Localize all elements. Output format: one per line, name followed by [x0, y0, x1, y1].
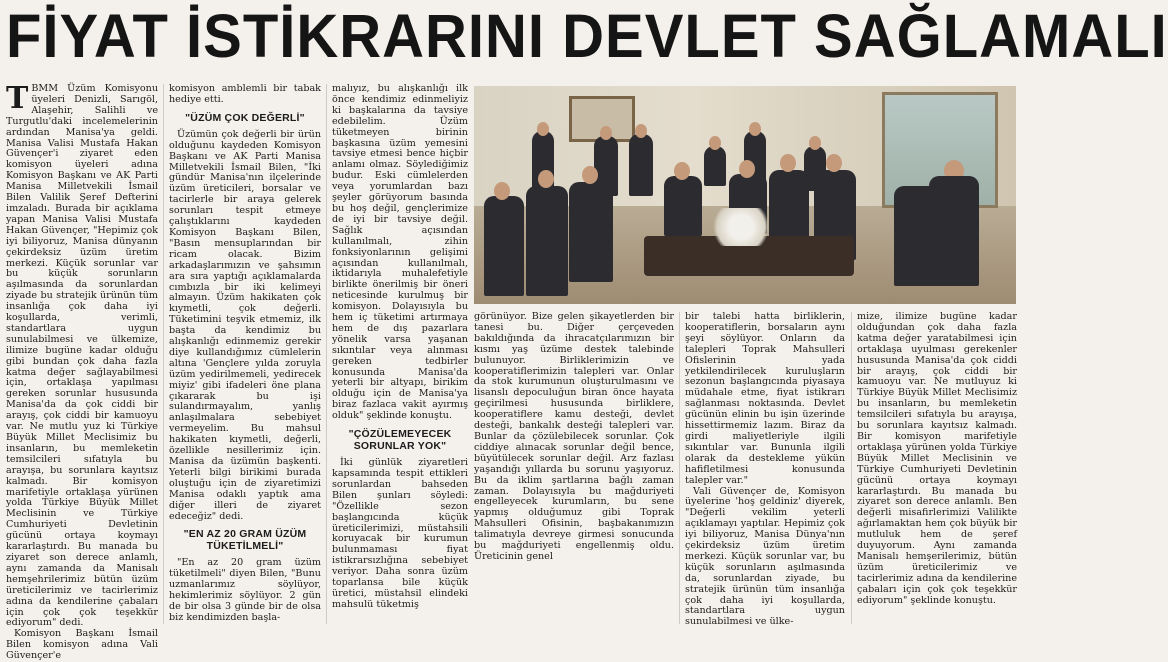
article-column-5: [685, 311, 845, 628]
meeting-photo: [474, 86, 1016, 304]
article-paragraph: "En az 20 gram üzüm tüketilmeli" diyen Bilen, "Bunu uzmanlarımız söylüyor, hekimlerimiz söylüyor. 2 gün de bir olsa 3 günde bir de olsa biz kendimizden başla-: [169, 557, 321, 623]
headline: FİYAT İSTİKRARINI DEVLET SAĞLAMALI: [6, 2, 1168, 71]
subheading-en-az-20-gram: "EN AZ 20 GRAM ÜZÜM TÜKETİLMELİ": [183, 528, 307, 553]
subheading-uzum-cok-degerli: "ÜZÜM ÇOK DEĞERLİ": [185, 111, 305, 124]
article-column-3: [332, 84, 468, 624]
article-paragraph: İki günlük ziyaretleri kapsamında tespit ettikleri sorunlardan bahseden Bilen şunları söyledi: "Özellikle sezon başlangıcında küçük üreticilerimizi, müstahsili koruyacak bir kurumun bulunmaması fiyat istikrarsızlığına sebebiyet veriyor. Daha sonra üzüm toparlansa bile küçük üretici, müstahsil elindeki mahsulü tüketmiş: [332, 457, 468, 610]
article-paragraph: Üzümün çok değerli bir ürün olduğunu kaydeden Komisyon Başkanı ve AK Parti Manisa Milletvekili İsmail Bilen, "İki gündür Manisa'nın ilçelerinde üzüm üreticileri, borsalar ve tacirlerle bir araya gelerek sorunları tespit etmeye çalıştıklarını kaydeden Komisyon Başkanı Bilen, "Basın mensuplarından bir ricam olacak. Bizim arkadaşlarımızın ve şahsımın ara sıra yaptığı açıklamalarda cımbızla bir iki kelimeyi almayın. Üzüm hakikaten çok kıymetli, çok değerli. Tüketimini teşvik etmemiz, ilk başta da kendimiz bu alışkanlığı edinmemiz gerekir diye kullandığımız cümlelerin altına 'Gençlere yılda zoruyla üzüm yedirilmemeli, yedirecek miyiz' gibi ifadeleri öne plana çıkararak bu işi sulandırmayalım, yanlış anlaşılmalara sebebiyet vermeyelim. Bu mahsul hakikaten kıymetli, değerli, özellikle nesillerimiz için. Manisa da üzümün başkenti. Yeterli bilgi birikimi burada oluştuğu için de ziyaretimizi Manisa odaklı yaptık ama diğer illeri de ziyaret edeceğiz" dedi.: [169, 128, 321, 522]
article-paragraph: malıyız, bu alışkanlığı ilk önce kendimiz edinmeliyiz ki başkalarına da tavsiye edebilelim. Üzüm tüketmeyen birinin başkasına üzüm yemesini tavsiye etmesi bence hiçbir anlamı olmaz. Söylediğimiz budur. Eski cümlelerden veya yorumlardan bazı şeyler görüyorum basında bu hoş değil, gençlerimize de iyi bir tavsiye değil. Sağlık açısından kullanılmalı, zihin fonksiyonlarının gelişimi açısından kullanılmalı, iktidarıyla muhalefetiyle birlikte önerilmiş bir öneri neticesinde kurulmuş bir komisyon. Dolayısıyla bu hem iç tüketimi artırmaya hem de dış pazarlara yönelik varsa yaşanan sıkıntılar veya alınması gereken tedbirler konusunda Manisa'da yeterli bir altyapı, birikim olduğu için de Manisa'ya biraz fazlaca vakit ayırmış olduk" şeklinde konuştu.: [332, 83, 468, 422]
article-paragraph: TBMM Üzüm Komisyonu üyeleri Denizli, Sarıgöl, Alaşehir, Salihli ve Turgutlu'daki incelemelerinin ardından Manisa'ya geldi. Manisa Valisi Mustafa Hakan Güvençer'i ziyaret eden komisyon üyeleri adına Komisyon Başkanı ve AK Parti Manisa Milletvekili İsmail Bilen Valilik Şeref Defterini imzaladı. Burada bir açıklama yapan Manisa Valisi Mustafa Hakan Güvençer, "Hepimiz çok iyi biliyoruz, Manisa dünyanın çekirdeksiz üzüm üretim merkezi. Küçük sorunlar var bu küçük sorunların aşılmasında da sorunlardan ziyade bu stratejik ürünün tüm insanlığa çok daha iyi koşullarda, verimli, standartlara uygun sunulabilmesi ve ülkemize, ilimize bugüne kadar olduğu gibi bundan çok daha fazla katma değer sağlayabilmesi için, ortaklaşa yapılması gereken sorunlar hususunda Manisa'da da çok ciddi bir arayış, çok ciddi bir kamuoyu var. Ne mutlu yuz ki Türkiye Büyük Millet Meclisimiz bu insanların, bu memleketin temsilcileri sıfatıyla bu arayışa, bu sorunlara kayıtsız kalmadı. Bir komisyon marifetiyle ortaklaşa yürünen yolda Türkiye Büyük Millet Meclisinin ve Türkiye Cumhuriyeti Devletinin gücünü ortaya koymayı kararlaştırdı. Bu manada bu ziyaret son derece anlamlı, aynı zamanda da Manisalı hemşehrilerimiz bütün üzüm üreticilerimiz ve tacirlerimiz adına da kendilerine çabaları için çok çok teşekkür ediyorum" dedi.: [6, 81, 158, 629]
article-column-4: [474, 312, 674, 624]
article-paragraph: Vali Güvençer de, Komisyon üyelerine 'hoş geldiniz' diyerek, "Değerli vekilim yeterli açıklamayı yaptılar. Hepimiz çok iyi biliyoruz, Manisa Dünya'nın çekirdeksiz üzüm üretim merkezi. Küçük sorunlar var, bu küçük sorunların aşılmasında da, sorunlardan ziyade, bu stratejik ürünün tüm insanlığa çok daha iyi koşullarda, standartlara uygun sunulabilmesi ve ülke-: [685, 485, 845, 628]
article-column-2: [169, 84, 321, 624]
article-paragraph: komisyon amblemli bir tabak hediye etti.: [169, 83, 321, 105]
article-column-6: [857, 312, 1017, 624]
article-paragraph: görünüyor. Bize gelen şikayetlerden bir tanesi bu. Diğer çerçeveden bakıldığında da ihracatçılarımızın bir kısmı yaş üzüme destek talebinde bulunuyor. Birliklerimizin ve kooperatiflerimizin talepleri var. Onlar da stok kurumunun oluşturulmasını ve lisanslı depoculuğun biran önce hayata geçirilmesi hususunda birliklere, kooperatiflere kamu desteği, devlet desteği, bankalık desteği talepleri var. Bunlar da çözülebilecek sorunlar. Çok ciddiye alınacak sorunlar değil bence, büyütülecek sorunlar değil. Arz fazlası yaşandığı yıllarda bu sorunu yaşıyoruz. Bu da iklim şartlarına bağlı zaman zaman. Dolayısıyla bu mağduriyeti engelleyecek kurumların, bu sene yapmış olduğumuz gibi Toprak Mahsulleri Ofisinin, başbakanımızın talimatıyla devreye girmesi sonucunda bu mağduriyeti engellenmiş oldu. Üreticinin genel: [474, 311, 674, 562]
article-column-1: [6, 81, 158, 662]
article-paragraph: Komisyon Başkanı İsmail Bilen komisyon adına Vali Güvençer'e: [6, 628, 158, 662]
article-paragraph: mize, ilimize bugüne kadar olduğundan çok daha fazla katma değer yaratabilmesi için ortaklaşa uyulması gerekenler hususunda Manisa'da çok ciddi bir arayış, çok ciddi bir kamuoyu var. Ne mutluyuz ki Türkiye Büyük Millet Meclisimiz bu insanların, bu memleketin temsilcileri sıfatıyla bu arayışa, bu sorunlara kayıtsız kalmadı. Bir komisyon marifetiyle ortaklaşa yürünen yolda Türkiye Büyük Millet Meclisinin ve Türkiye Cumhuriyeti Devletinin gücünü ortaya koymayı kararlaştırdı. Bu manada bu ziyaret son derece anlamlı. Ben değerli misafirlerimizi Valilikte ağırlamaktan hem çok büyük bir mutluluk hem de şeref duyuyorum. Aynı zamanda Manisalı hemşerilerimiz, bütün üzüm üreticilerimiz ve tacirlerimiz adına da kendilerine çabaları için çok çok teşekkür ediyorum" şeklinde konuştu.: [857, 311, 1017, 606]
drop-cap: T: [6, 81, 29, 116]
article-paragraph: bir talebi hatta birliklerin, kooperatiflerin, borsaların aynı şeyi söylüyor. Onların da talepleri Toprak Mahsulleri Ofislerinin yada yetkilendirilecek kuruluşların sezonun başlangıcında piyasaya müdahale etme, fiyat istikrarı sağlanması noktasında. Devlet gücünün elinin bu işin üzerinde hissettirmemiz lazım. Biraz da girdi maliyetleriyle ilgili sıkıntılar var. Bununla ilgili olarak da destekleme yükün hafifletilmesi konusunda talepler var.": [685, 311, 845, 486]
subheading-cozulemeyecek-sorunlar: "ÇÖZÜLEMEYECEK SORUNLAR YOK": [348, 428, 452, 453]
